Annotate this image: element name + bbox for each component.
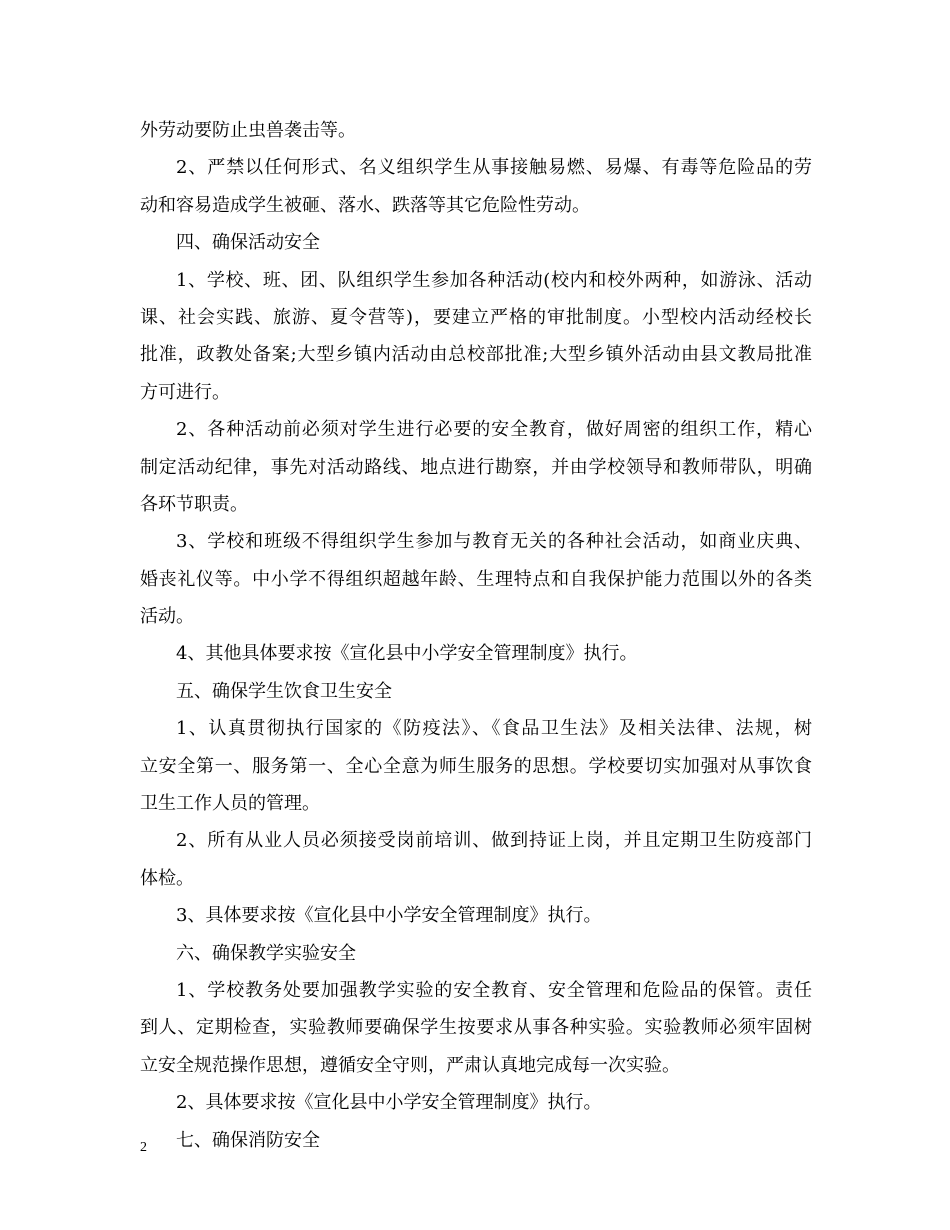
text-line: 制定活动纪律，事先对活动路线、地点进行勘察，并由学校领导和教师带队，明确 — [140, 456, 812, 478]
text-line: 批准，政教处备案;大型乡镇内活动由总校部批准;大型乡镇外活动由县文教局批准 — [140, 344, 812, 366]
text-line: 动和容易造成学生被砸、落水、跌落等其它危险性劳动。 — [140, 194, 590, 216]
text-line: 4、其他具体要求按《宣化县中小学安全管理制度》执行。 — [176, 643, 638, 665]
text-line: 七、确保消防安全 — [176, 1129, 320, 1151]
text-line: 3、具体要求按《宣化县中小学安全管理制度》执行。 — [176, 905, 602, 927]
text-line: 方可进行。 — [140, 381, 230, 403]
text-line: 活动。 — [140, 606, 194, 628]
text-line: 2、所有从业人员必须接受岗前培训、做到持证上岗，并且定期卫生防疫部门 — [176, 830, 812, 852]
text-line: 1、学校教务处要加强教学实验的安全教育、安全管理和危险品的保管。责任 — [176, 979, 812, 1001]
text-line: 立安全第一、服务第一、全心全意为师生服务的思想。学校要切实加强对从事饮食 — [140, 755, 812, 777]
text-line: 2、严禁以任何形式、名义组织学生从事接触易燃、易爆、有毒等危险品的劳 — [176, 157, 812, 179]
page-number: 2 — [140, 1140, 147, 1155]
text-line: 立安全规范操作思想，遵循安全守则，严肃认真地完成每一次实验。 — [140, 1054, 680, 1076]
text-line: 卫生工作人员的管理。 — [140, 793, 320, 815]
text-line: 六、确保教学实验安全 — [176, 942, 356, 964]
text-line: 五、确保学生饮食卫生安全 — [176, 680, 392, 702]
text-line: 1、认真贯彻执行国家的《防疫法》、《食品卫生法》及相关法律、法规，树 — [176, 718, 812, 740]
text-line: 课、社会实践、旅游、夏令营等)，要建立严格的审批制度。小型校内活动经校长 — [140, 306, 812, 328]
text-line: 2、具体要求按《宣化县中小学安全管理制度》执行。 — [176, 1092, 602, 1114]
text-line: 体检。 — [140, 867, 194, 889]
text-line: 1、学校、班、团、队组织学生参加各种活动(校内和校外两种，如游泳、活动 — [176, 269, 812, 291]
text-line: 到人、定期检查，实验教师要确保学生按要求从事各种实验。实验教师必须牢固树 — [140, 1017, 812, 1039]
text-line: 各环节职责。 — [140, 493, 248, 515]
text-line: 外劳动要防止虫兽袭击等。 — [140, 120, 356, 141]
document-body — [140, 112, 812, 1159]
text-line: 婚丧礼仪等。中小学不得组织超越年龄、生理特点和自我保护能力范围以外的各类 — [140, 568, 812, 590]
text-line: 四、确保活动安全 — [176, 232, 320, 254]
text-line: 2、各种活动前必须对学生进行必要的安全教育，做好周密的组织工作，精心 — [176, 419, 812, 441]
text-line: 3、学校和班级不得组织学生参加与教育无关的各种社会活动，如商业庆典、 — [176, 531, 812, 553]
